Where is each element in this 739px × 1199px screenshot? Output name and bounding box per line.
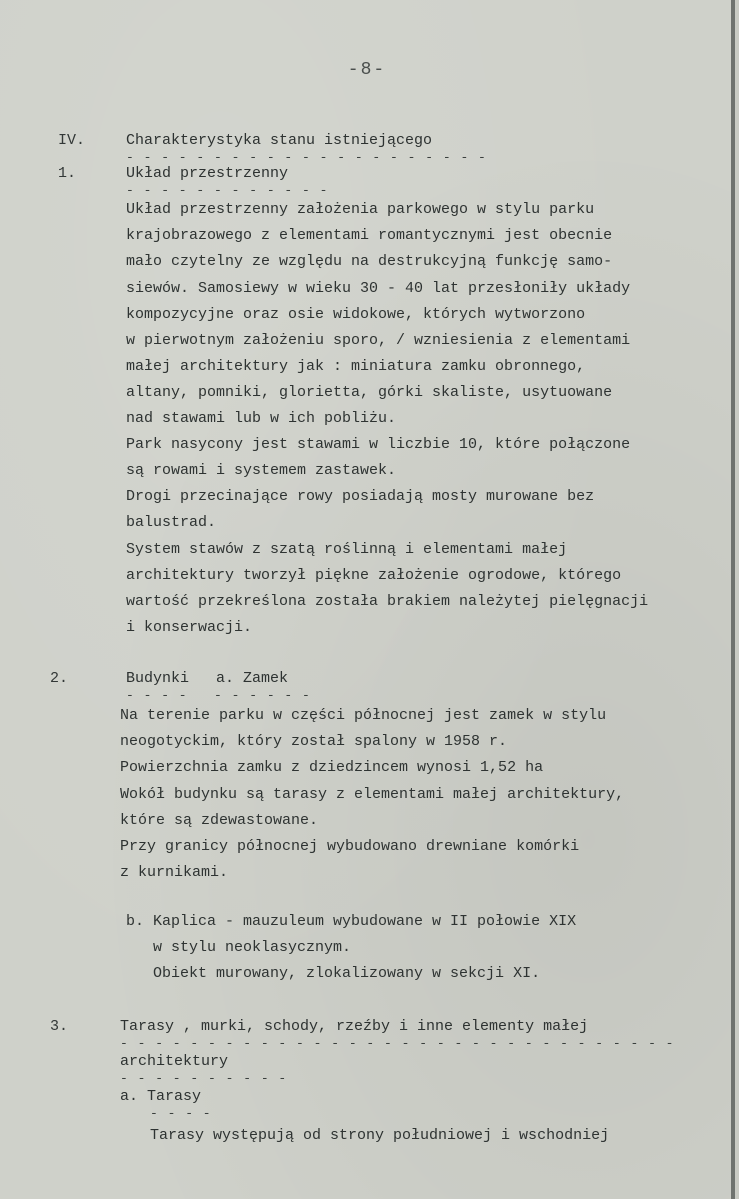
section-roman-numeral: IV.: [58, 132, 86, 149]
paragraph-line: Powierzchnia zamku z dziedzincem wynosi 1,52 ha: [120, 759, 544, 776]
paragraph-line: System stawów z szatą roślinną i elementami małej: [126, 541, 568, 558]
subsection-title-continued: architektury: [120, 1053, 229, 1070]
subsection-title: Układ przestrzenny: [126, 165, 289, 182]
paragraph-line: wartość przekreślona została brakiem należytej pielęgnacji: [126, 593, 649, 610]
sub-item-underline: - - - -: [150, 1106, 212, 1121]
subsection-underline: - - - - - - - - - - - - - - - - - - - - - - - - - - - - - - - -: [120, 1036, 675, 1051]
paragraph-line: Park nasycony jest stawami w liczbie 10, które połączone: [126, 436, 631, 453]
sub-item-title: a. Tarasy: [120, 1088, 202, 1105]
title-underline: - - - - - - - - - - - - - - - - - - - - -: [126, 150, 487, 165]
subsection-number: 3.: [50, 1018, 69, 1035]
paragraph-line: Na terenie parku w części północnej jest zamek w stylu: [120, 707, 607, 724]
paragraph-line: Przy granicy północnej wybudowano drewniane komórki: [120, 838, 580, 855]
paragraph-line: kompozycyjne oraz osie widokowe, których wytworzono: [126, 306, 586, 323]
section-title: Charakterystyka stanu istniejącego: [126, 132, 433, 149]
paragraph-line: są rowami i systemem zastawek.: [126, 462, 397, 479]
paragraph-line: mało czytelny ze względu na destrukcyjną funkcję samo-: [126, 253, 613, 270]
subsection-title: Budynki a. Zamek: [126, 670, 289, 687]
paragraph-line: architektury tworzył piękne założenie ogrodowe, którego: [126, 567, 622, 584]
paragraph-line: z kurnikami.: [120, 864, 229, 881]
subsection-number: 1.: [58, 165, 77, 182]
paragraph-line: b. Kaplica - mauzuleum wybudowane w II połowie XIX: [126, 913, 577, 930]
paragraph-line: altany, pomniki, glorietta, górki skaliste, usytuowane: [126, 384, 613, 401]
paragraph-line: które są zdewastowane.: [120, 812, 319, 829]
paragraph-line: Układ przestrzenny założenia parkowego w stylu parku: [126, 201, 595, 218]
paragraph-line: i konserwacji.: [126, 619, 253, 636]
paragraph-line: małej architektury jak : miniatura zamku obronnego,: [126, 358, 586, 375]
subsection-underline: - - - - - - - - - -: [126, 688, 311, 703]
paragraph-line: Drogi przecinające rowy posiadają mosty murowane bez: [126, 488, 595, 505]
paragraph-line: neogotyckim, który został spalony w 1958 r.: [120, 733, 508, 750]
paragraph-line: siewów. Samosiewy w wieku 30 - 40 lat przesłoniły układy: [126, 280, 631, 297]
page-edge: [731, 0, 735, 1199]
subsection-underline: - - - - - - - - - - - -: [126, 183, 329, 198]
subsection-number: 2.: [50, 670, 69, 687]
paragraph-line: krajobrazowego z elementami romantycznymi jest obecnie: [126, 227, 613, 244]
paragraph-line: nad stawami lub w ich pobliżu.: [126, 410, 397, 427]
paragraph-line: Obiekt murowany, zlokalizowany w sekcji XI.: [126, 965, 541, 982]
paragraph-line: Tarasy występują od strony południowej i wschodniej: [150, 1127, 610, 1144]
paragraph-line: balustrad.: [126, 514, 217, 531]
paragraph-line: Wokół budynku są tarasy z elementami małej architektury,: [120, 786, 625, 803]
subsection-underline: - - - - - - - - - -: [120, 1071, 288, 1086]
paragraph-line: w pierwotnym założeniu sporo, / wzniesienia z elementami: [126, 332, 631, 349]
paragraph-line: w stylu neoklasycznym.: [126, 939, 352, 956]
page-number: -8-: [347, 60, 387, 80]
subsection-title: Tarasy , murki, schody, rzeźby i inne elementy małej: [120, 1018, 589, 1035]
